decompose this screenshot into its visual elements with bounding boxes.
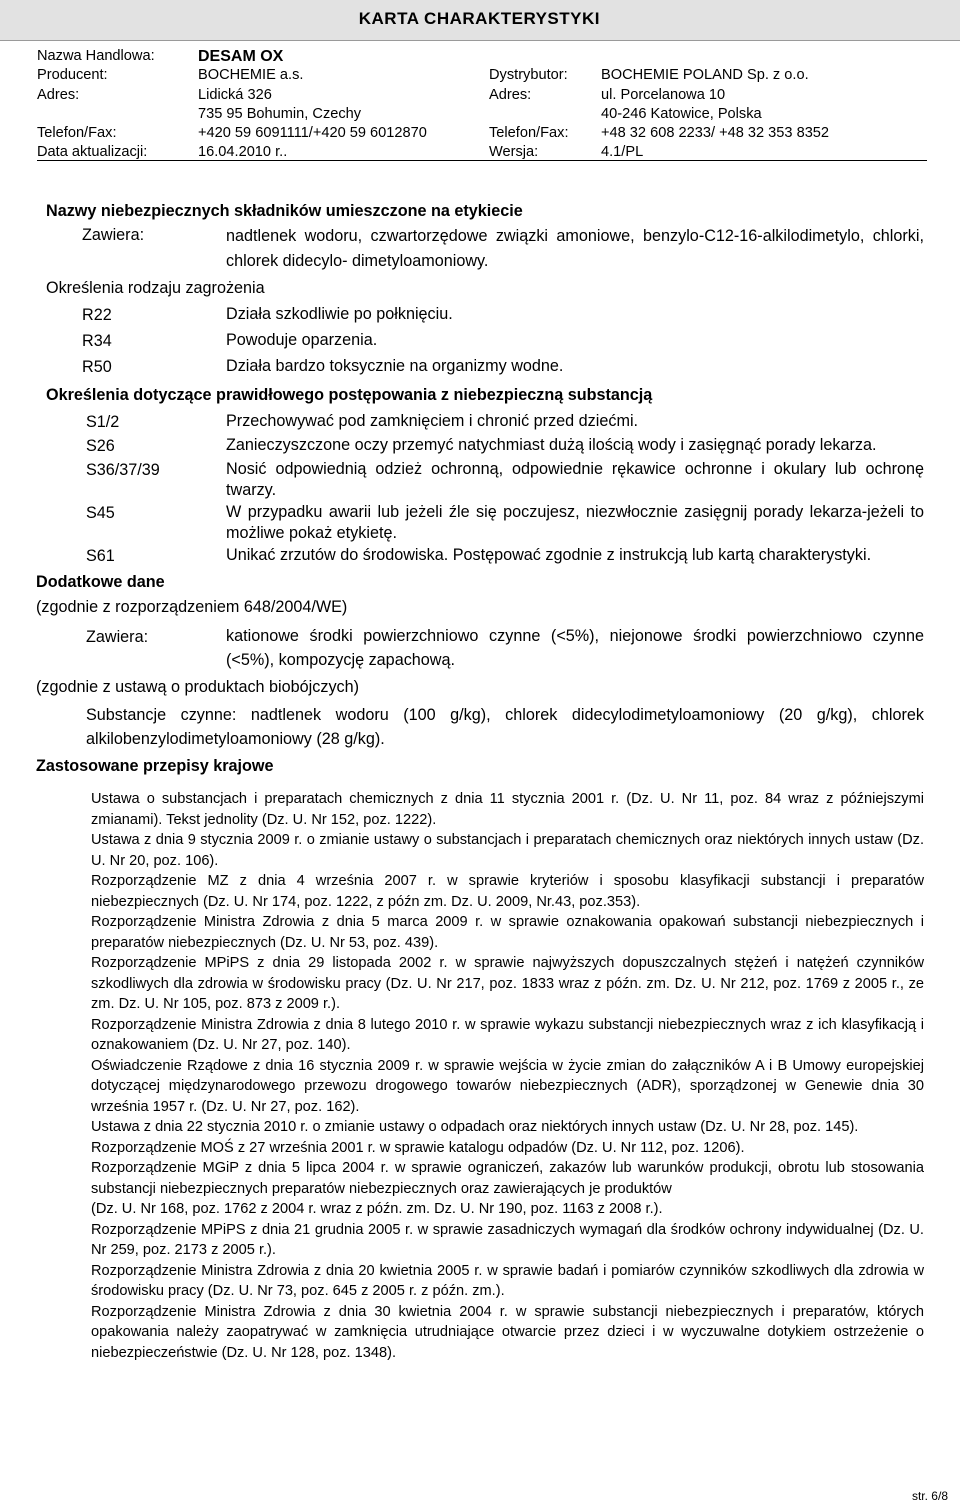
safety-phrases-heading: Określenia dotyczące prawidłowego postępowania z niebezpieczną substancją xyxy=(46,386,653,404)
page-number: str. 6/8 xyxy=(911,1489,948,1503)
regulation-item: Rozporządzenie MZ z dnia 4 września 2007 r. w sprawie kryteriów i sposobu klasyfikacji substancji i preparatów niebezpiecznych (Dz. U. Nr 174, poz. 1222, z późn zm. Dz. U. 2009, Nr.43, poz.353). xyxy=(91,873,924,910)
update-date-label: Data aktualizacji: xyxy=(37,144,148,161)
producer-address-line1: Lidická 326 xyxy=(198,86,272,103)
producer-phone-label: Telefon/Fax: xyxy=(37,125,117,142)
additional-data-heading: Dodatkowe dane xyxy=(36,573,165,591)
trade-name-label: Nazwa Handlowa: xyxy=(37,48,155,64)
distributor-address-line1: ul. Porcelanowa 10 xyxy=(601,86,726,103)
safety-phrase xyxy=(46,411,924,433)
regulation-item: Rozporządzenie MPiPS z dnia 29 listopada 2002 r. w sprawie najwyższych dopuszczalnych stężeń i natężeń czynników szkodliwych dla zdrowia w środowisku pracy (Dz. U. Nr 217, poz. 1833 wraz z późn. zm. Dz. U. Nr 212, poz. 1769 z 2005 r., ze zm. Dz. U. Nr 105, poz. 873 z 2009 r.). xyxy=(91,955,924,1012)
additional-contains-label: Zawiera: xyxy=(86,628,149,646)
header-row-phone xyxy=(37,124,937,143)
regulation-item: Ustawa z dnia 22 stycznia 2010 r. o zmianie ustawy o odpadach oraz niektórych innych ustaw (Dz. U. Nr 28, poz. 145). xyxy=(91,1119,859,1135)
regulation-item: Ustawa o substancjach i preparatach chemicznych z dnia 11 stycznia 2001 r. (Dz. U. Nr 11, poz. 84 wraz z późniejszymi zmianami). Tekst jednolity (Dz. U. Nr 152, poz. 1222). xyxy=(91,791,924,828)
regulation-item: Rozporządzenie Ministra Zdrowia z dnia 5 marca 2009 r. w sprawie oznakowania opakowań substancji niebezpiecznych i preparatów niebezpiecznych (Dz. U. Nr 53, poz. 439). xyxy=(91,914,924,951)
regulation-item: Oświadczenie Rządowe z dnia 16 stycznia 2009 r. w sprawie wejścia w życie zmian do załączników A i B Umowy europejskiej dotyczącej międzynarodowego przewozu drogowego towarów niebezpiecznych (ADR), sporządzonej w Genewie dnia 30 września 1957 r. (Dz. U. Nr 27, poz. 162). xyxy=(91,1057,924,1115)
risk-phrase xyxy=(46,304,924,326)
safety-phrase-code: S1/2 xyxy=(86,413,120,431)
regulation-item: Rozporządzenie MGiP z dnia 5 lipca 2004 r. w sprawie ograniczeń, zakazów lub warunków produkcji, obrotu lub stosowania substancji niebezpiecznych preparatów niebezpiecznych oraz zawierających je produktów xyxy=(91,1160,924,1197)
risk-phrase xyxy=(46,356,924,378)
version-value: 4.1/PL xyxy=(601,144,644,161)
hazardous-components-heading: Nazwy niebezpiecznych składników umieszczone na etykiecie xyxy=(46,202,523,220)
safety-phrases-list xyxy=(46,411,924,567)
regulation-item: Rozporządzenie Ministra Zdrowia z dnia 20 kwietnia 2005 r. w sprawie badań i pomiarów czynników szkodliwych dla zdrowia w środowisku pracy (Dz. U. Nr 73, poz. 645 z 2005 r. z późn. zm.). xyxy=(91,1262,924,1299)
risk-phrases-heading: Określenia rodzaju zagrożenia xyxy=(46,279,265,297)
update-date: 16.04.2010 r.. xyxy=(198,144,288,161)
safety-phrase-text: Nosić odpowiednią odzież ochronną, odpowiednie rękawice ochronne i okulary lub ochronę twarzy. xyxy=(226,460,924,499)
hazardous-contains-text: nadtlenek wodoru, czwartorzędowe związki amoniowe, benzylo-C12-16-alkilodimetylo, chlorki, chlorek didecylo- dimetyloamoniowy. xyxy=(226,227,924,270)
risk-phrase-text: Działa bardzo toksycznie na organizmy wodne. xyxy=(226,357,564,375)
header-row-address-2 xyxy=(37,105,937,124)
header-row-trade-name xyxy=(37,47,937,66)
producer-address-line2: 735 95 Bohumin, Czechy xyxy=(198,105,362,122)
regulation-item: Rozporządzenie MOŚ z 27 września 2001 r. w sprawie katalogu odpadów (Dz. U. Nr 112, poz. 1206). xyxy=(91,1139,745,1156)
safety-phrase-code: S61 xyxy=(86,547,115,565)
distributor-address-line2: 40-246 Katowice, Polska xyxy=(601,105,762,122)
regulation-item: Rozporządzenie MPiPS z dnia 21 grudnia 2005 r. w sprawie zasadniczych wymagań dla środków ochrony indywidualnej (Dz. U. Nr 259, poz. 2173 z 2005 r.). xyxy=(91,1221,924,1258)
producer-name: BOCHEMIE a.s. xyxy=(198,67,304,84)
biocide-regulation-note: (zgodnie z ustawą o produktach biobójczych) xyxy=(36,678,360,696)
distributor-address-label: Adres: xyxy=(489,86,532,103)
risk-phrase xyxy=(46,330,924,352)
national-regulations-heading: Zastosowane przepisy krajowe xyxy=(36,757,274,775)
regulation-item: Rozporządzenie Ministra Zdrowia z dnia 8 lutego 2010 r. w sprawie wykazu substancji niebezpiecznych wraz z ich klasyfikacją i oznakowaniem (Dz. U. Nr 27, poz. 140). xyxy=(91,1016,924,1053)
regulation-item: Rozporządzenie Ministra Zdrowia z dnia 30 kwietnia 2004 r. w sprawie substancji niebezpiecznych i preparatów, których opakowania należy zaopatrywać w zamknięcia utrudniające otwarcie przez dzieci i w wyczuwalne dotykiem ostrzeżenie o niebezpieczeństwie (Dz. U. Nr 128, poz. 1348). xyxy=(91,1303,924,1361)
header-row-address xyxy=(37,86,937,105)
product-header xyxy=(37,47,937,163)
document-body xyxy=(36,198,924,1363)
header-row-producer xyxy=(37,66,937,85)
additional-contains-text: kationowe środki powierzchniowo czynne (<5%), niejonowe środki powierzchniowo czynne (<5%), kompozycję zapachową. xyxy=(226,627,924,669)
safety-phrase-text: Zanieczyszczone oczy przemyć natychmiast dużą ilością wody i zasięgnąć porady lekarza. xyxy=(226,436,877,454)
risk-phrase-text: Działa szkodliwie po połknięciu. xyxy=(226,305,453,323)
detergent-regulation-note: (zgodnie z rozporządzeniem 648/2004/WE) xyxy=(36,598,348,616)
additional-contains-row xyxy=(46,624,924,672)
distributor-label: Dystrybutor: xyxy=(489,67,568,84)
document-title-bar xyxy=(0,0,960,41)
safety-phrase xyxy=(46,435,924,457)
trade-name: DESAM OX xyxy=(198,48,284,65)
safety-phrase-code: S45 xyxy=(86,504,115,522)
regulations-list xyxy=(46,789,924,1363)
producer-label: Producent: xyxy=(37,67,108,84)
active-substances: Substancje czynne: nadtlenek wodoru (100 g/kg), chlorek didecylodimetyloamoniowy (20 g/kg), chlorek alkilobenzylodimetyloamoniowy (28 g/kg). xyxy=(86,706,924,748)
safety-phrase xyxy=(46,502,924,543)
producer-address-label: Adres: xyxy=(37,86,80,103)
version-label: Wersja: xyxy=(489,144,539,161)
producer-phone: +420 59 6091111/+420 59 6012870 xyxy=(198,125,427,142)
regulation-item: Ustawa z dnia 9 stycznia 2009 r. o zmianie ustawy o substancjach i preparatach chemicznych oraz niektórych innych ustaw (Dz. U. Nr 20, poz. 106). xyxy=(91,832,924,869)
risk-phrase-code: R50 xyxy=(82,358,112,376)
distributor-name: BOCHEMIE POLAND Sp. z o.o. xyxy=(601,67,809,84)
risk-phrase-text: Powoduje oparzenia. xyxy=(226,331,378,349)
risk-phrases-list xyxy=(46,304,924,378)
risk-phrase-code: R34 xyxy=(82,332,112,350)
safety-phrase-text: Przechowywać pod zamknięciem i chronić przed dziećmi. xyxy=(226,412,639,430)
distributor-phone-label: Telefon/Fax: xyxy=(489,125,569,142)
header-divider xyxy=(37,160,927,161)
distributor-phone: +48 32 608 2233/ +48 32 353 8352 xyxy=(601,125,830,142)
regulation-item: (Dz. U. Nr 168, poz. 1762 z 2004 r. wraz z późn. zm. Dz. U. Nr 190, poz. 1163 z 2008 r.). xyxy=(91,1201,663,1217)
safety-phrase-text: W przypadku awarii lub jeżeli źle się poczujesz, niezwłocznie zasięgnij porady lekarza-jeżeli to możliwe pokaż etykietę. xyxy=(226,503,924,542)
safety-phrase xyxy=(46,459,924,500)
document-title: KARTA CHARAKTERYSTYKI xyxy=(358,9,600,28)
safety-phrase xyxy=(46,545,924,567)
safety-phrase-code: S26 xyxy=(86,437,115,455)
safety-phrase-code: S36/37/39 xyxy=(86,461,160,479)
risk-phrase-code: R22 xyxy=(82,306,112,324)
hazardous-contains-row xyxy=(46,224,924,273)
safety-phrase-text: Unikać zrzutów do środowiska. Postępować zgodnie z instrukcją lub kartą charakterystyki. xyxy=(226,546,872,564)
hazardous-contains-label: Zawiera: xyxy=(82,226,145,244)
